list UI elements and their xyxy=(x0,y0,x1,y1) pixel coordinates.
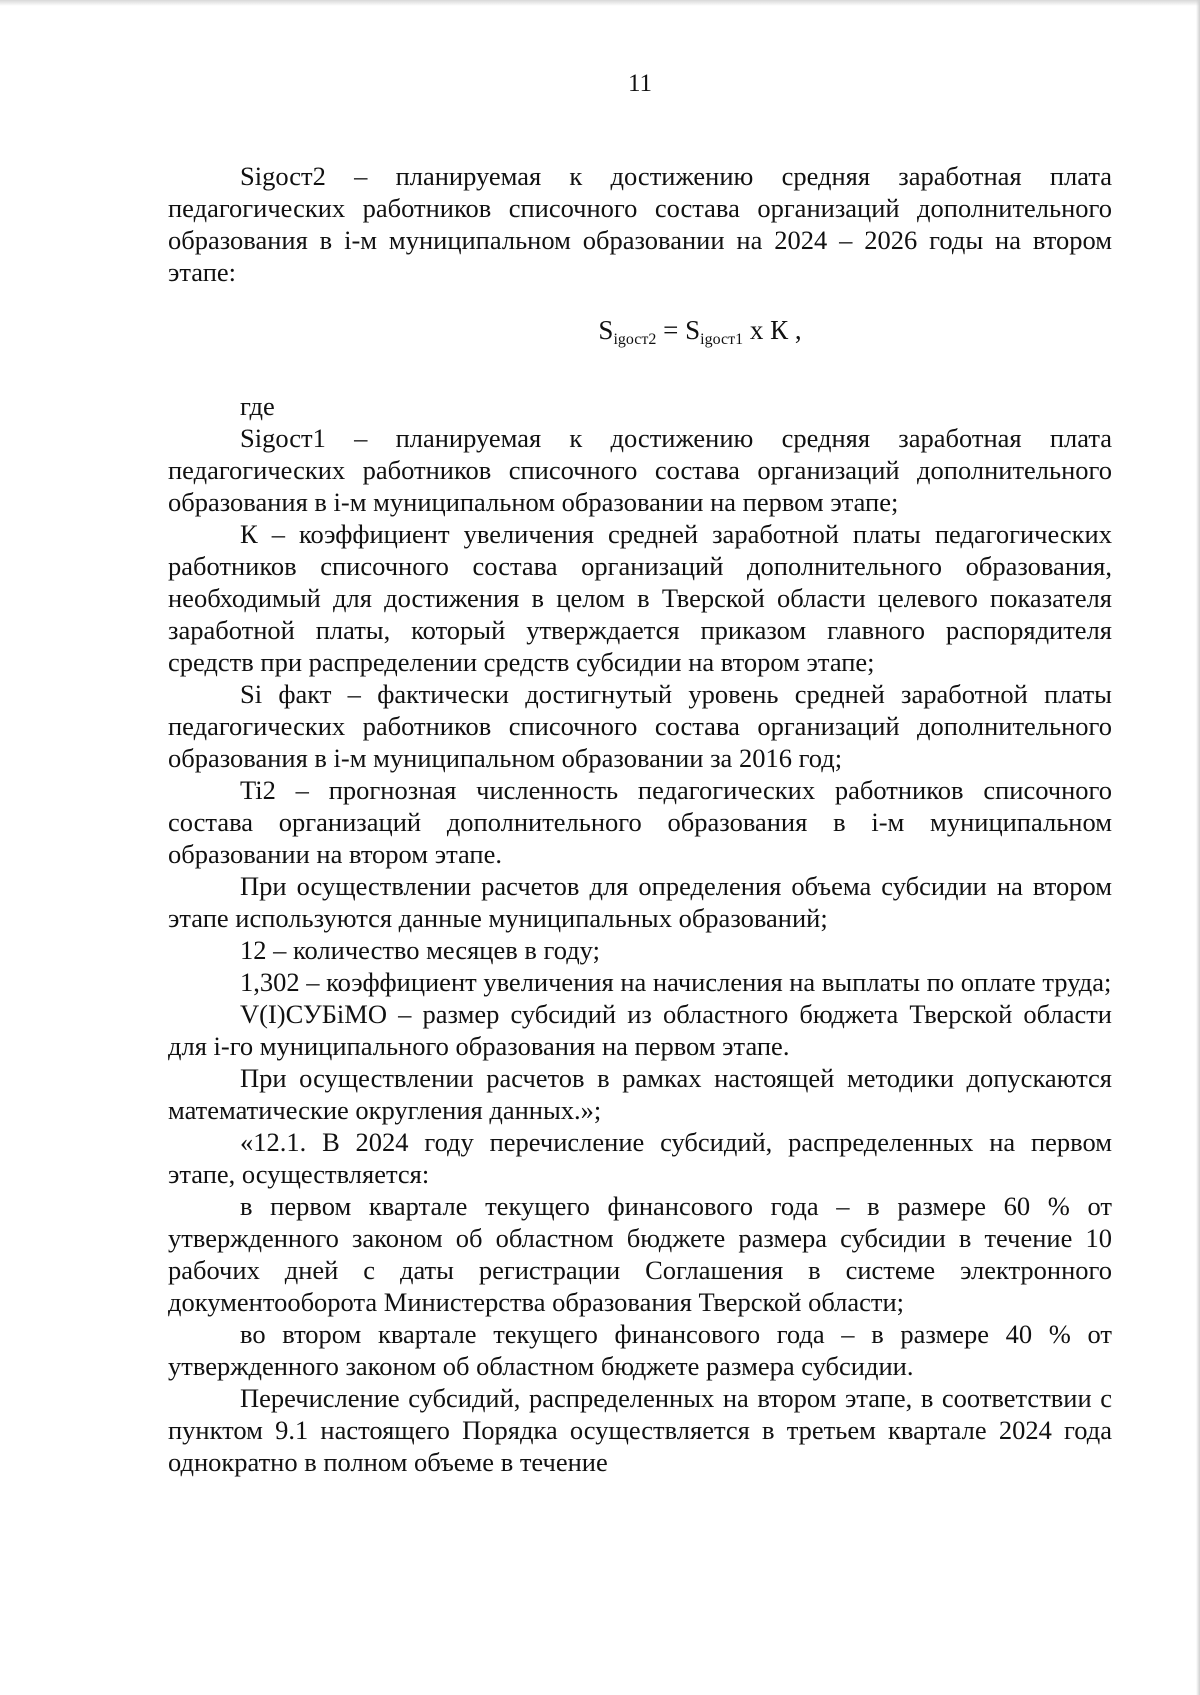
paragraph-second-quarter: во втором квартале текущего финансового года – в размере 40 % от утвержденного законом об областном бюджете размера субсидии. xyxy=(168,1319,1112,1381)
paragraph-sigost1-definition: Sіgост1 – планируемая к достижению средняя заработная плата педагогических работников списочного состава организаций дополнительного образования в і-м муниципальном образовании на первом этапе; xyxy=(168,423,1112,517)
paragraph-first-quarter: в первом квартале текущего финансового года – в размере 60 % от утвержденного законом об областном бюджете размера субсидии в течение 10 рабочих дней с даты регистрации Соглашения в системе электронного документооборота Министерства образования Тверской области; xyxy=(168,1191,1112,1317)
formula-lhs-base: S xyxy=(598,315,614,345)
formula-rest: х К , xyxy=(743,315,802,345)
paragraph-months: 12 – количество месяцев в году; xyxy=(240,935,600,965)
paragraph-vsubimo-definition: V(I)СУБіМО – размер субсидий из областного бюджета Тверской области для і-го муниципального образования на первом этапе. xyxy=(168,999,1112,1061)
paragraph-coefficient-1302: 1,302 – коэффициент увеличения на начисления на выплаты по оплате труда; xyxy=(240,967,1112,997)
paragraph-second-stage-transfer: Перечисление субсидий, распределенных на втором этапе, в соответствии с пунктом 9.1 настоящего Порядка осуществляется в третьем квартале 2024 года однократно в полном объеме в течение xyxy=(168,1383,1112,1477)
paragraph-where: где xyxy=(240,391,275,421)
formula-sigost2 xyxy=(168,310,1112,360)
formula-rhs-subscript: іgост1 xyxy=(700,331,744,348)
scan-edge-top xyxy=(0,0,1200,6)
paragraph-12-1: «12.1. В 2024 году перечисление субсидий, распределенных на первом этапе, осуществляется: xyxy=(168,1127,1112,1189)
scan-edge-right xyxy=(1196,0,1200,1695)
paragraph-ti2-definition: Ti2 – прогнозная численность педагогических работников списочного состава организаций дополнительного образования в і-м муниципальном образовании на втором этапе. xyxy=(168,775,1112,869)
formula-equals: = xyxy=(656,315,686,345)
formula-lhs-subscript: іgост2 xyxy=(613,331,657,348)
paragraph-sigost2-definition: Sіgост2 – планируемая к достижению средняя заработная плата педагогических работников списочного состава организаций дополнительного образования в і-м муниципальном образовании на 2024 – 2026 годы на втором этапе: xyxy=(168,161,1112,287)
page-number: 11 xyxy=(627,70,653,97)
paragraph-k-definition: К – коэффициент увеличения средней заработной платы педагогических работников списочного состава организаций дополнительного образования, необходимый для достижения в целом в Тверской области целевого показателя заработной платы, который утверждается приказом главного распорядителя средств при распределении средств субсидии на втором этапе; xyxy=(168,519,1112,677)
document-body xyxy=(168,160,1112,1478)
paragraph-si-fakt-definition: Si факт – фактически достигнутый уровень средней заработной платы педагогических работников списочного состава организаций дополнительного образования в і-м муниципальном образовании за 2016 год; xyxy=(168,679,1112,773)
paragraph-calculation-data: При осуществлении расчетов для определения объема субсидии на втором этапе используются данные муниципальных образований; xyxy=(168,871,1112,933)
formula-rhs-base: S xyxy=(685,315,701,345)
paragraph-rounding: При осуществлении расчетов в рамках настоящей методики допускаются математические округления данных.»; xyxy=(168,1063,1112,1125)
